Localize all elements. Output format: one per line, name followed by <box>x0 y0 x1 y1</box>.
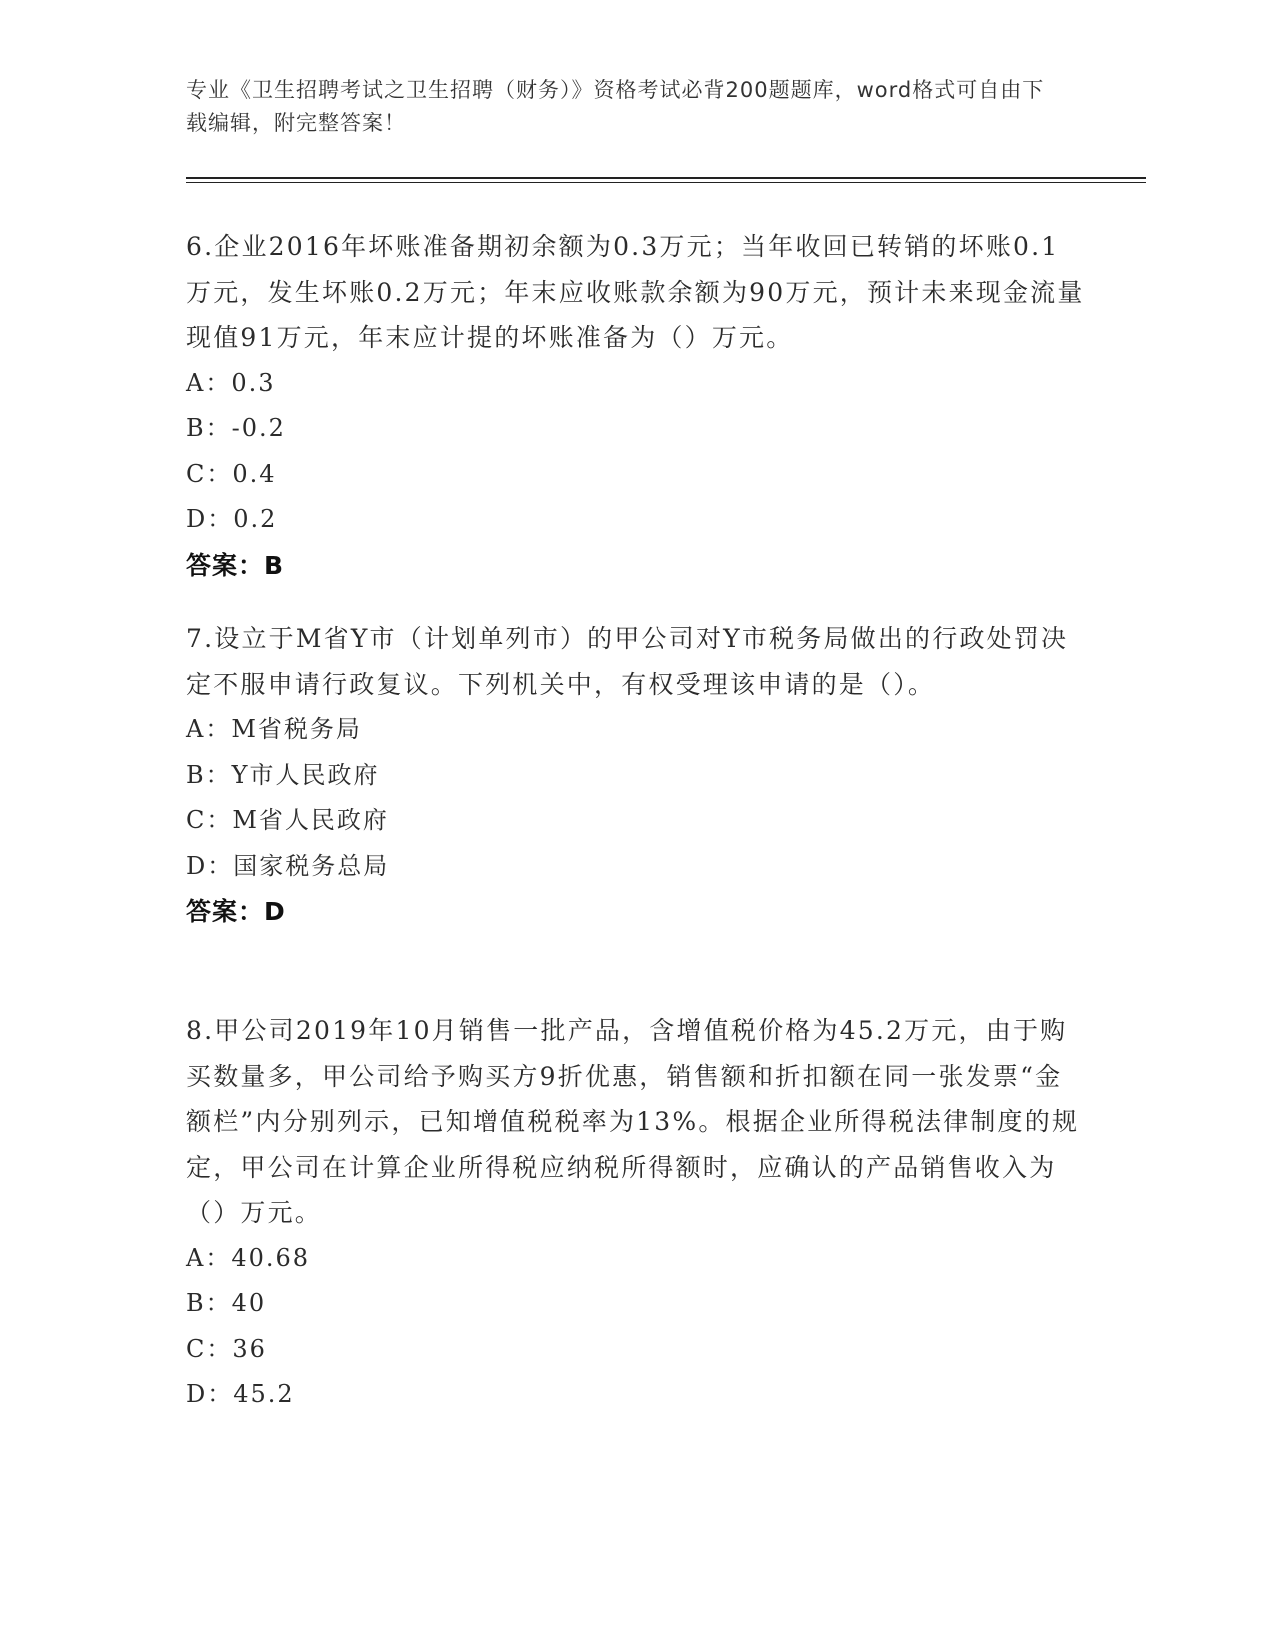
question-6 <box>186 224 1086 588</box>
option-d: D：国家税务总局 <box>186 851 390 880</box>
option-a: A：M省税务局 <box>186 715 362 743</box>
question-7 <box>186 616 1086 935</box>
answer: 答案：D <box>186 897 286 926</box>
option-c: C：36 <box>186 1334 267 1363</box>
option-b: B：40 <box>186 1289 267 1317</box>
option-b: B：Y市人民政府 <box>186 760 380 789</box>
option-a: A：40.68 <box>186 1243 311 1272</box>
document-header <box>186 74 1066 140</box>
header-divider-thin <box>186 182 1146 183</box>
option-a: A：0.3 <box>186 368 276 397</box>
header-title: 专业《卫生招聘考试之卫生招聘（财务）》资格考试必背200题题库，word格式可自由下载编辑，附完整答案！ <box>186 78 1045 135</box>
option-b: B：-0.2 <box>186 414 286 442</box>
question-text: 7.设立于M省Y市（计划单列市）的甲公司对Y市税务局做出的行政处罚决定不服申请行政复议。下列机关中，有权受理该申请的是（）。 <box>186 624 1069 699</box>
question-text: 8.甲公司2019年10月销售一批产品，含增值税价格为45.2万元，由于购买数量多，甲公司给予购买方9折优惠，销售额和折扣额在同一张发票“金额栏”内分别列示，已知增值税税率为13%。根据企业所得税法律制度的规定，甲公司在计算企业所得税应纳税所得额时，应确认的产品销售收入为（）万元。 <box>186 1016 1080 1227</box>
option-c: C：M省人民政府 <box>186 806 389 834</box>
question-text: 6.企业2016年坏账准备期初余额为0.3万元；当年收回已转销的坏账0.1万元，发生坏账0.2万元；年末应收账款余额为90万元，预计未来现金流量现值91万元，年末应计提的坏账准备为（）万元。 <box>186 232 1085 352</box>
option-d: D：0.2 <box>186 505 278 533</box>
question-8 <box>186 1008 1086 1418</box>
header-divider-thick <box>186 177 1146 179</box>
answer: 答案：B <box>186 550 285 580</box>
option-d: D：45.2 <box>186 1380 295 1408</box>
option-c: C：0.4 <box>186 459 277 488</box>
